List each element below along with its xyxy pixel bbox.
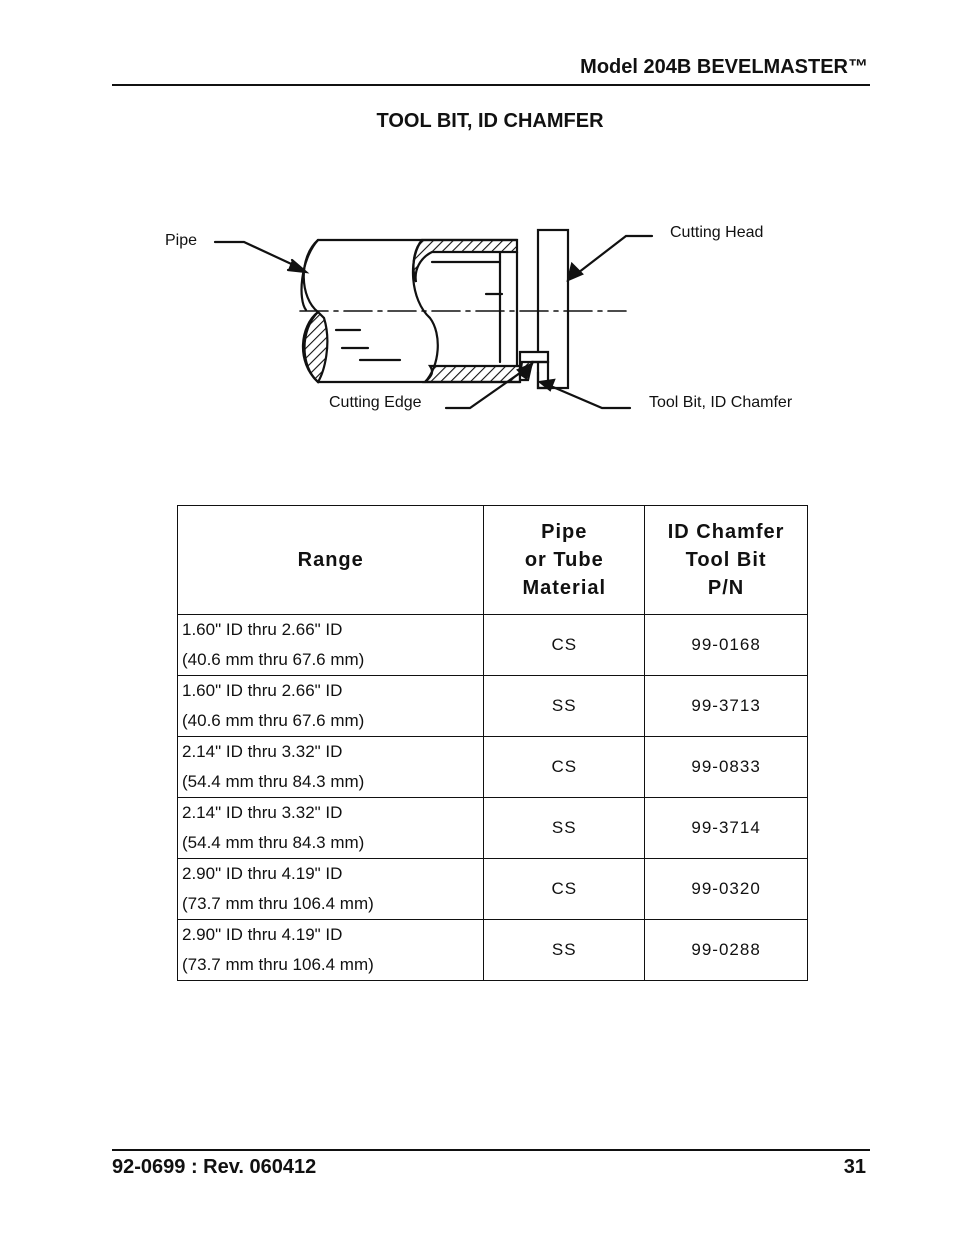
range-cell: 2.90" ID thru 4.19" ID (73.7 mm thru 106.4 mm) xyxy=(178,920,484,981)
table-row xyxy=(178,737,808,798)
range-header: Range xyxy=(178,506,484,615)
cutting-edge-label: Cutting Edge xyxy=(329,394,422,411)
part-number-cell: 99-3714 xyxy=(645,798,808,859)
part-number-cell: 99-0320 xyxy=(645,859,808,920)
cutting-head-label: Cutting Head xyxy=(670,224,764,241)
material-cell: SS xyxy=(484,798,645,859)
table-header-row xyxy=(178,506,808,615)
material-cell: CS xyxy=(484,737,645,798)
footer-rule xyxy=(112,1149,870,1151)
table-row xyxy=(178,676,808,737)
part-number-cell: 99-0288 xyxy=(645,920,808,981)
range-cell: 2.14" ID thru 3.32" ID (54.4 mm thru 84.3 mm) xyxy=(178,798,484,859)
tool-bit-table xyxy=(177,505,808,981)
section-title: TOOL BIT, ID CHAMFER xyxy=(376,110,604,132)
range-cell: 1.60" ID thru 2.66" ID (40.6 mm thru 67.6 mm) xyxy=(178,676,484,737)
table-row xyxy=(178,859,808,920)
material-cell: CS xyxy=(484,859,645,920)
part-number-header: ID Chamfer Tool Bit P/N xyxy=(645,506,808,615)
header-rule xyxy=(112,84,870,86)
part-number-cell: 99-3713 xyxy=(645,676,808,737)
page-number: 31 xyxy=(843,1156,866,1178)
tool-bit-label: Tool Bit, ID Chamfer xyxy=(649,394,793,411)
table-row xyxy=(178,920,808,981)
material-header: Pipe or Tube Material xyxy=(484,506,645,615)
range-cell: 2.14" ID thru 3.32" ID (54.4 mm thru 84.3 mm) xyxy=(178,737,484,798)
document-number: 92-0699 : Rev. 060412 xyxy=(112,1156,317,1178)
material-cell: SS xyxy=(484,920,645,981)
table-row xyxy=(178,798,808,859)
chamfer-drawing xyxy=(0,200,954,440)
pipe-label: Pipe xyxy=(165,232,198,249)
range-cell: 1.60" ID thru 2.66" ID (40.6 mm thru 67.6 mm) xyxy=(178,615,484,676)
page-header-model: Model 204B BEVELMASTER™ xyxy=(580,56,868,78)
material-cell: SS xyxy=(484,676,645,737)
part-number-cell: 99-0168 xyxy=(645,615,808,676)
table-row xyxy=(178,615,808,676)
material-cell: CS xyxy=(484,615,645,676)
part-number-cell: 99-0833 xyxy=(645,737,808,798)
chamfer-diagram xyxy=(0,200,954,440)
range-cell: 2.90" ID thru 4.19" ID (73.7 mm thru 106.4 mm) xyxy=(178,859,484,920)
